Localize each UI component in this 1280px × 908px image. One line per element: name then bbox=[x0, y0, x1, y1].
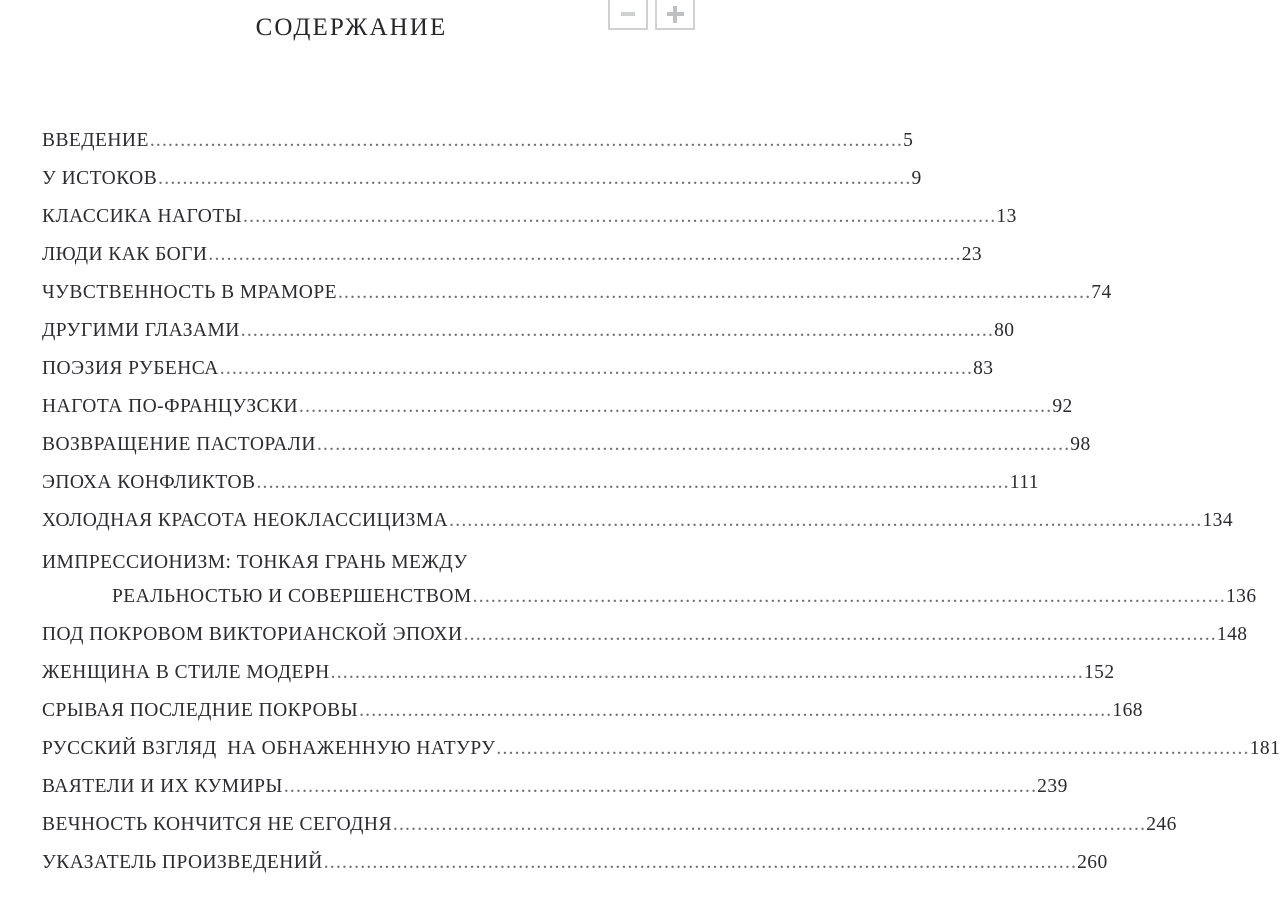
toc-entry-line bbox=[42, 814, 1177, 852]
toc-entry-page-number: 74 bbox=[1091, 282, 1112, 303]
dot-leader bbox=[256, 473, 1009, 493]
toc-entry-label: РЕАЛЬНОСТЬЮ И СОВЕРШЕНСТВОМ bbox=[112, 586, 472, 607]
toc-entry-label: РУССКИЙ ВЗГЛЯД НА ОБНАЖЕННУЮ НАТУРУ bbox=[42, 738, 496, 759]
toc-entry-line bbox=[42, 700, 1143, 738]
toc-entry-page-number: 13 bbox=[996, 206, 1017, 227]
toc-entry[interactable] bbox=[42, 206, 1017, 244]
toc-entry-label: ЖЕНЩИНА В СТИЛЕ МОДЕРН bbox=[42, 662, 330, 683]
toc-entry-label: УКАЗАТЕЛЬ ПРОИЗВЕДЕНИЙ bbox=[42, 852, 323, 873]
dot-leader bbox=[208, 245, 961, 265]
toc-entry-line bbox=[42, 624, 1248, 662]
toc-entry-label: ДРУГИМИ ГЛАЗАМИ bbox=[42, 320, 240, 341]
toc-entry-line bbox=[42, 852, 1108, 890]
toc-entry-line bbox=[42, 510, 1233, 548]
toc-entry-line bbox=[42, 358, 994, 396]
toc-entry-line bbox=[42, 434, 1091, 472]
toc-entry-page-number: 239 bbox=[1037, 776, 1068, 797]
dot-leader bbox=[464, 625, 1217, 645]
toc-entry-page-number: 80 bbox=[994, 320, 1015, 341]
zoom-in-button[interactable] bbox=[655, 0, 695, 30]
dot-leader bbox=[158, 169, 911, 189]
toc-entry-label: ИМПРЕССИОНИЗМ: ТОНКАЯ ГРАНЬ МЕЖДУ bbox=[42, 551, 468, 573]
toc-entry-label: ХОЛОДНАЯ КРАСОТА НЕОКЛАССИЦИЗМА bbox=[42, 510, 449, 531]
toc-entry-label: КЛАССИКА НАГОТЫ bbox=[42, 206, 243, 227]
toc-entry-label: НАГОТА ПО-ФРАНЦУЗСКИ bbox=[42, 396, 299, 417]
toc-entry-label: ВОЗВРАЩЕНИЕ ПАСТОРАЛИ bbox=[42, 434, 316, 455]
toc-entry-page-number: 148 bbox=[1216, 624, 1248, 645]
zoom-controls bbox=[608, 0, 695, 30]
toc-entry-page-number: 98 bbox=[1070, 434, 1091, 455]
toc-entry-page-number: 134 bbox=[1202, 510, 1234, 531]
toc-entry-line bbox=[42, 738, 1280, 776]
dot-leader bbox=[393, 815, 1146, 835]
toc-entry-line bbox=[42, 244, 982, 282]
toc-entry-page-number: 246 bbox=[1146, 814, 1177, 835]
toc-entry-page-number: 168 bbox=[1112, 700, 1143, 721]
dot-leader bbox=[359, 701, 1112, 721]
toc-entry[interactable] bbox=[42, 548, 1257, 624]
dot-leader bbox=[473, 587, 1226, 607]
toc-entry[interactable] bbox=[42, 814, 1177, 852]
toc-entry[interactable] bbox=[42, 624, 1248, 662]
toc-entry[interactable] bbox=[42, 320, 1015, 358]
toc-entry-page-number: 152 bbox=[1083, 662, 1115, 683]
toc-entry-line bbox=[42, 320, 1015, 358]
toc-entry[interactable] bbox=[42, 510, 1234, 548]
toc-entry-line bbox=[42, 282, 1112, 320]
dot-leader bbox=[243, 207, 996, 227]
toc-entry-label: У ИСТОКОВ bbox=[42, 168, 158, 189]
toc-entry-label: СРЫВАЯ ПОСЛЕДНИЕ ПОКРОВЫ bbox=[42, 700, 359, 721]
toc-entry[interactable] bbox=[42, 662, 1115, 700]
toc-entry-line bbox=[42, 776, 1068, 814]
toc-entry-line bbox=[42, 396, 1073, 434]
toc-entry-page-number: 260 bbox=[1077, 852, 1108, 873]
table-of-contents bbox=[42, 130, 1280, 890]
plus-icon bbox=[667, 6, 683, 22]
toc-entry[interactable] bbox=[42, 282, 1112, 320]
dot-leader bbox=[317, 435, 1070, 455]
page-title: СОДЕРЖАНИЕ bbox=[255, 14, 448, 41]
toc-entry-label: ЛЮДИ КАК БОГИ bbox=[42, 244, 208, 265]
toc-entry-line bbox=[42, 586, 1257, 624]
toc-entry[interactable] bbox=[42, 852, 1108, 890]
zoom-out-button[interactable] bbox=[608, 0, 648, 30]
dot-leader bbox=[449, 511, 1202, 531]
toc-entry[interactable] bbox=[42, 700, 1143, 738]
toc-entry[interactable] bbox=[42, 130, 914, 168]
toc-entry-page-number: 181 bbox=[1249, 738, 1280, 759]
toc-entry-page-number: 111 bbox=[1009, 472, 1039, 493]
toc-entry-label: ПОЭЗИЯ РУБЕНСА bbox=[42, 358, 219, 379]
dot-leader bbox=[331, 663, 1084, 683]
toc-entry-page-number: 23 bbox=[961, 244, 983, 265]
dot-leader bbox=[324, 853, 1077, 873]
dot-leader bbox=[284, 777, 1037, 797]
toc-entry[interactable] bbox=[42, 434, 1091, 472]
toc-entry-page-number: 92 bbox=[1052, 396, 1073, 417]
toc-entry-page-number: 9 bbox=[911, 168, 922, 189]
minus-icon bbox=[620, 6, 636, 22]
dot-leader bbox=[150, 131, 903, 151]
toc-entry-line bbox=[42, 206, 1017, 244]
toc-entry[interactable] bbox=[42, 472, 1039, 510]
toc-entry[interactable] bbox=[42, 396, 1073, 434]
toc-entry[interactable] bbox=[42, 244, 983, 282]
dot-leader bbox=[338, 283, 1091, 303]
toc-entry-page-number: 136 bbox=[1225, 586, 1257, 607]
toc-entry-line bbox=[42, 548, 665, 586]
toc-entry[interactable] bbox=[42, 776, 1068, 814]
toc-entry-label: ВВЕДЕНИЕ bbox=[42, 130, 149, 151]
toc-entry-line bbox=[42, 168, 922, 206]
toc-entry-line bbox=[42, 130, 913, 168]
toc-entry-line bbox=[42, 662, 1115, 700]
toc-entry[interactable] bbox=[42, 738, 1280, 776]
toc-entry[interactable] bbox=[42, 358, 994, 396]
toc-entry-label: ПОД ПОКРОВОМ ВИКТОРИАНСКОЙ ЭПОХИ bbox=[42, 624, 463, 645]
dot-leader bbox=[496, 739, 1249, 759]
dot-leader bbox=[469, 548, 665, 568]
toc-entry[interactable] bbox=[42, 168, 922, 206]
dot-leader bbox=[241, 321, 994, 341]
toc-entry-label: ЧУВСТВЕННОСТЬ В МРАМОРЕ bbox=[42, 282, 337, 303]
toc-entry-label: ЭПОХА КОНФЛИКТОВ bbox=[42, 472, 256, 493]
toc-entry-line bbox=[42, 472, 1039, 510]
toc-entry-page-number: 5 bbox=[903, 130, 914, 151]
toc-entry-label: ВАЯТЕЛИ И ИХ КУМИРЫ bbox=[42, 776, 283, 797]
toc-entry-page-number: 83 bbox=[973, 358, 994, 379]
dot-leader bbox=[299, 397, 1052, 417]
dot-leader bbox=[220, 359, 973, 379]
toc-entry-label: ВЕЧНОСТЬ КОНЧИТСЯ НЕ СЕГОДНЯ bbox=[42, 814, 392, 835]
